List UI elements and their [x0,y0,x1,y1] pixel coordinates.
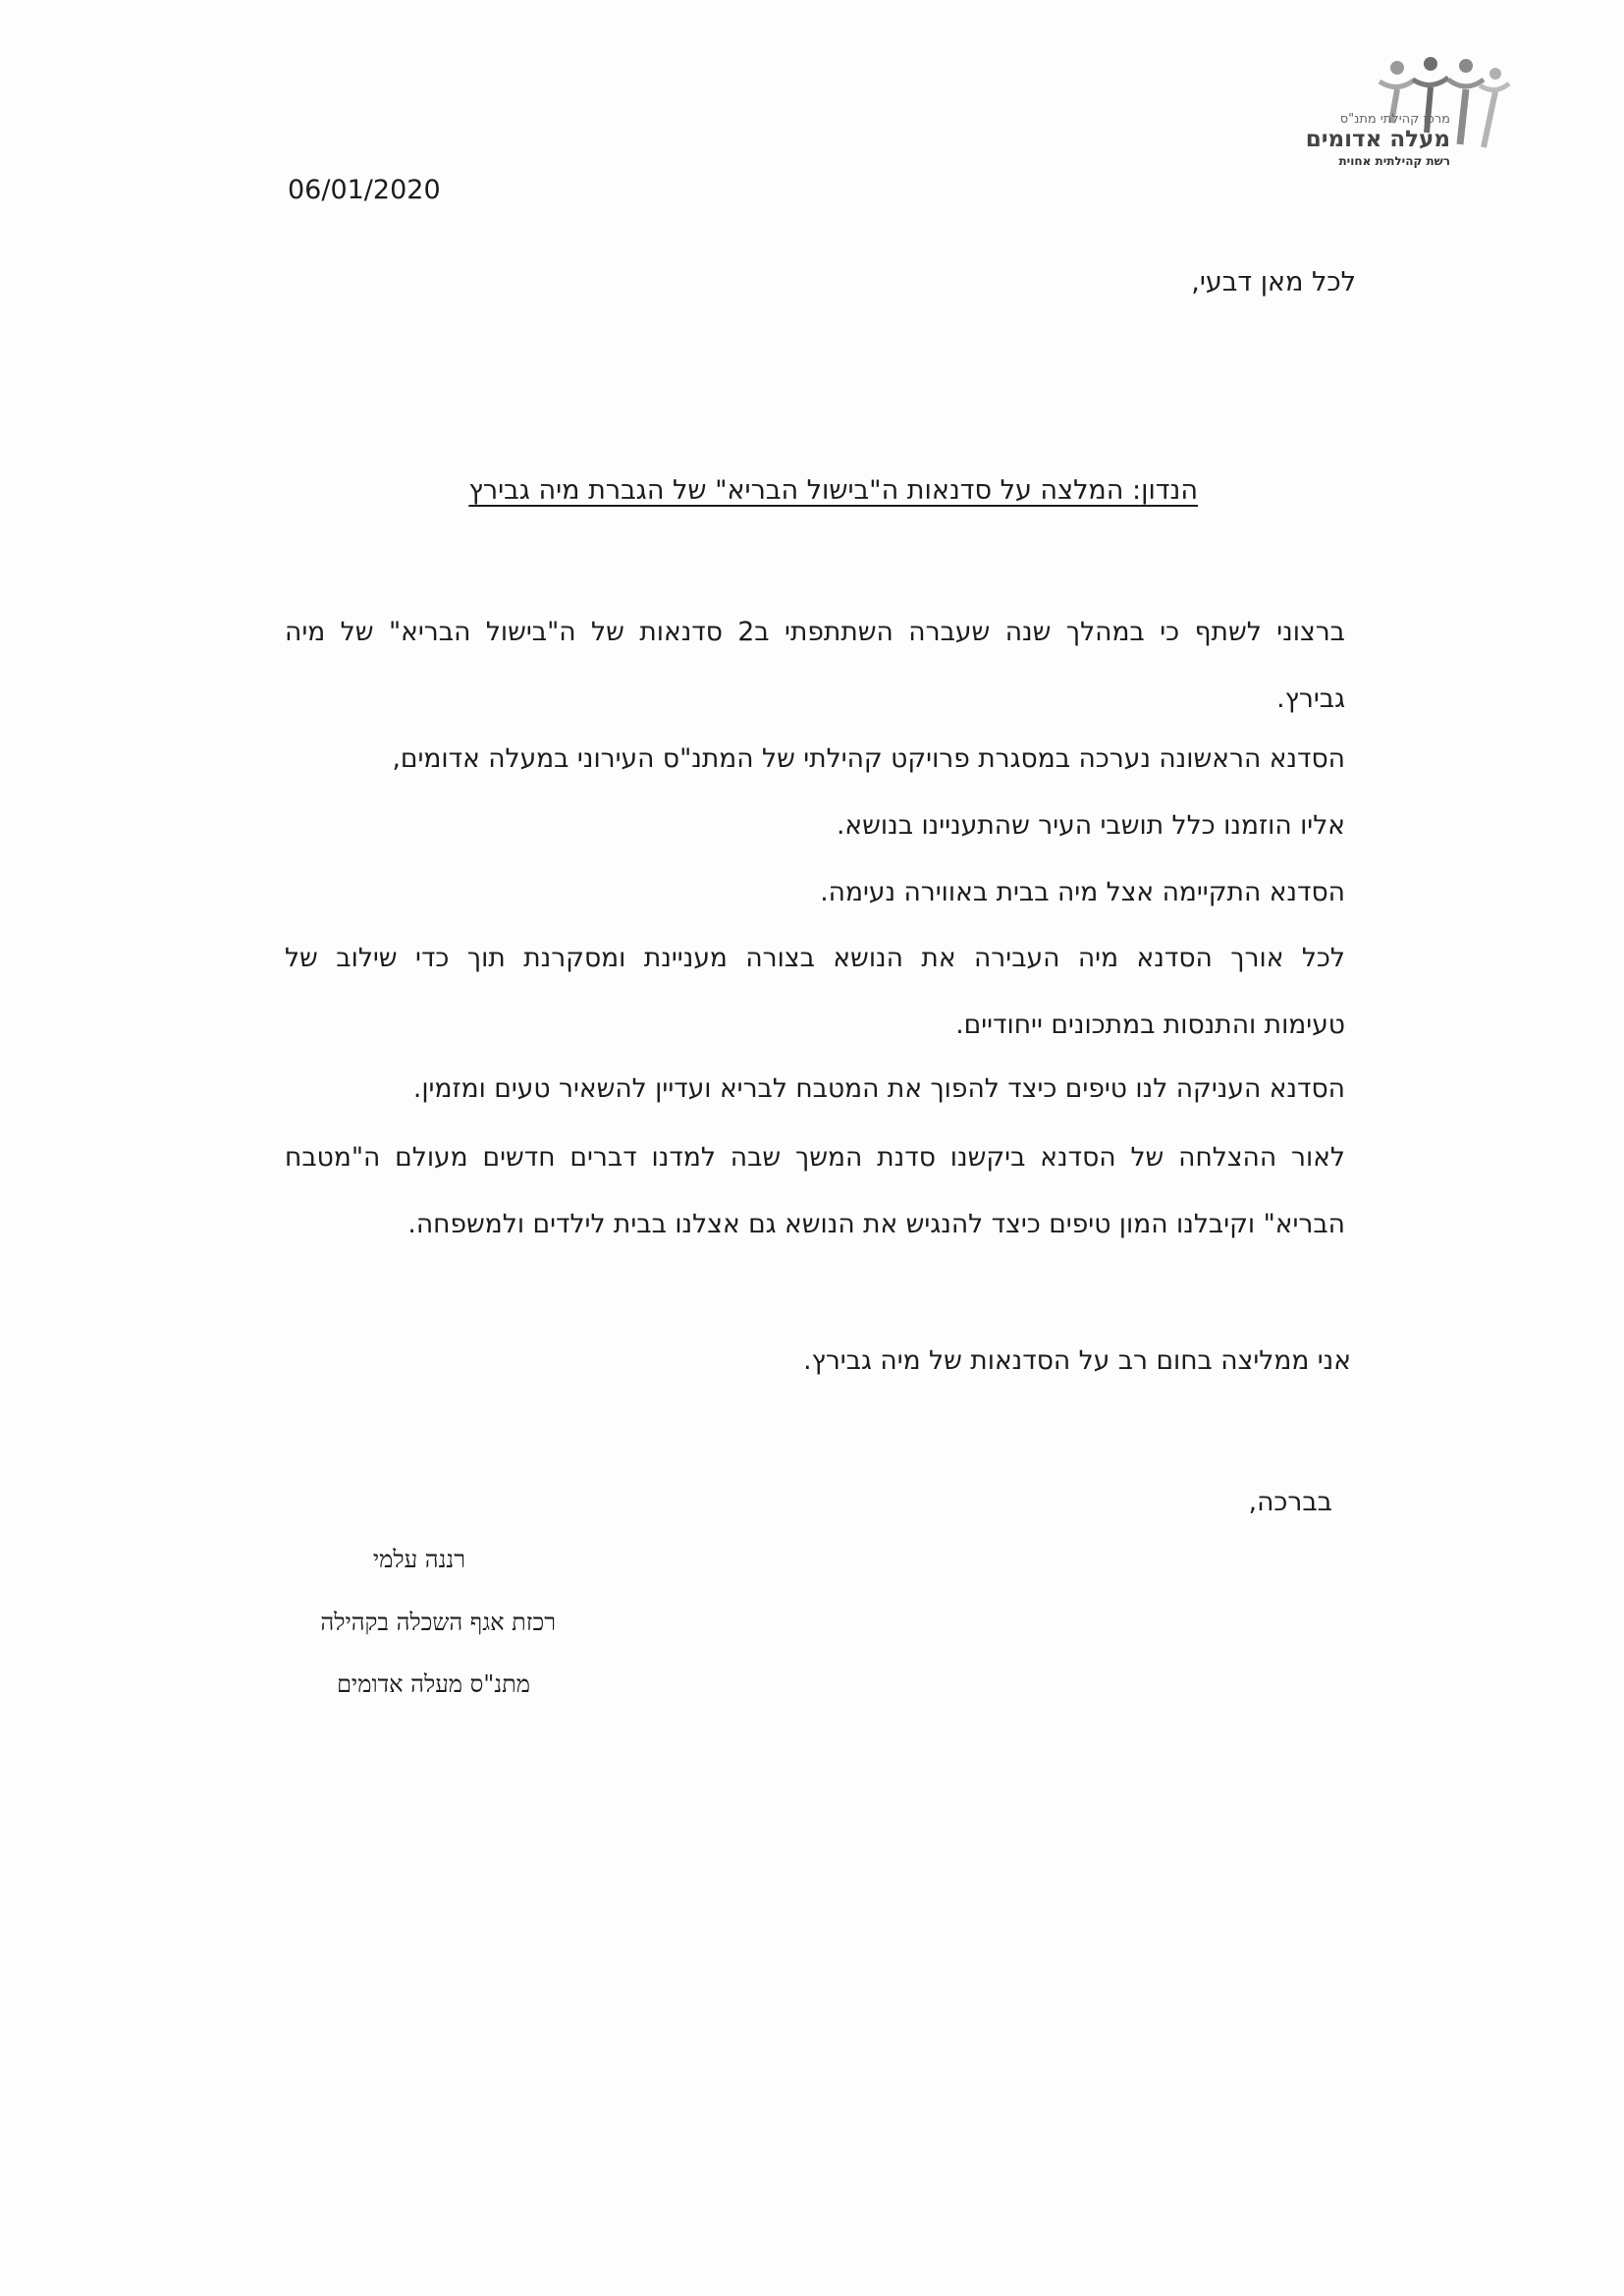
letter-greeting: לכל מאן דבעי, [1191,267,1356,298]
paragraph-line: הסדנא הראשונה נערכה במסגרת פרויקט קהילתי של המתנ"ס העירוני במעלה אדומים, [392,743,1345,774]
logo-line-1: מרכז קהילתי מתנ"ס [1339,112,1450,127]
closing-line: בברכה, [1248,1487,1332,1517]
paragraph-line: לכל אורך הסדנא מיה העבירה את הנושא בצורה מעניינת ומסקרנת תוך כדי שילוב של [285,943,1345,973]
signer-name: רננה עלמי [372,1546,465,1573]
signer-organization: מתנ"ס מעלה אדומים [336,1670,530,1698]
paragraph-line: הסדנא התקיימה אצל מיה בבית באווירה נעימה. [820,877,1345,907]
paragraph-line: הסדנא העניקה לנו טיפים כיצד להפוך את המטבח לבריא ועדיין להשאיר טעים ומזמין. [412,1073,1345,1104]
paragraph-line: אליו הוזמנו כלל תושבי העיר שהתעניינו בנושא. [836,809,1345,841]
paragraph-6 [285,1142,1345,1240]
paragraph-2 [285,743,1345,842]
paragraph-3 [285,877,1345,908]
letter-subject: הנדון: המלצה על סדנאות ה"בישול הבריא" של הגברת מיה גבירץ [468,475,1198,506]
recommendation-line: אני ממליצה בחום רב על הסדנאות של מיה גבירץ. [803,1345,1351,1376]
logo-line-2: מעלה אדומים [1305,127,1450,152]
paragraph-line: טעימות והתנסות במתכונים ייחודיים. [955,1009,1345,1040]
paragraph-line: לאור ההצלחה של הסדנא ביקשנו סדנת המשך שבה למדנו דברים חדשים מעולם ה"מטבח [285,1142,1345,1173]
paragraph-line: ברצוני לשתף כי במהלך שנה שעברה השתתפתי ב2 סדנאות של ה"בישול הבריא" של מיה [285,617,1345,647]
logo-text [1306,113,1450,167]
paragraph-4 [285,943,1345,1041]
paragraph-line: הבריא" וקיבלנו המון טיפים כיצד להנגיש את הנושא גם אצלנו בבית לילדים ולמשפחה. [407,1208,1345,1239]
paragraph-line: גבירץ. [1276,683,1345,714]
paragraph-5 [285,1073,1345,1105]
letter-date: 06/01/2020 [288,175,441,205]
organization-logo [1301,54,1527,182]
logo-line-3: רשת קהילתית אחוית [1338,154,1450,168]
paragraph-1 [285,617,1345,715]
signer-role: רכזת אגף השכלה בקהילה [320,1609,556,1636]
